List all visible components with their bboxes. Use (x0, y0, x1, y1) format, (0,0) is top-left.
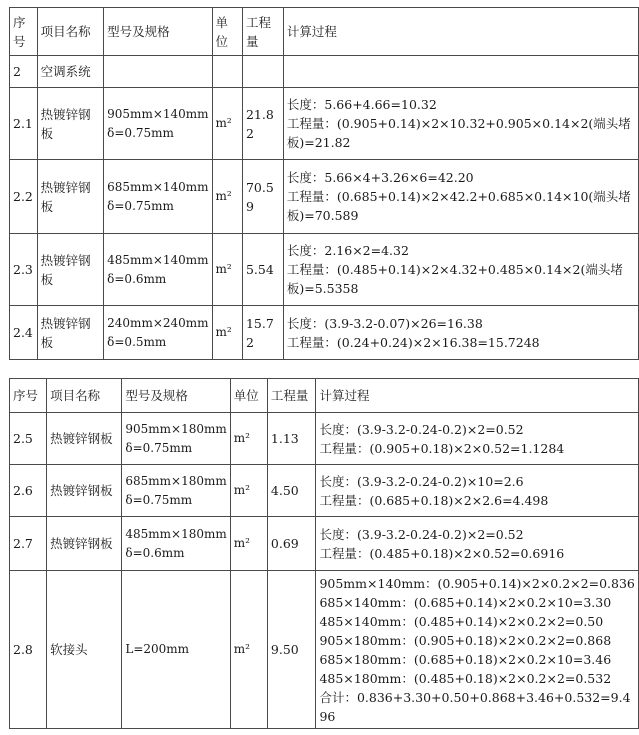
row-spec (122, 571, 230, 729)
row-no: 2.1 (10, 88, 38, 160)
row-calc (283, 234, 638, 306)
row-name: 热镀锌钢板 (47, 413, 122, 465)
header-no: 序号 (10, 379, 47, 413)
row-spec (104, 88, 212, 160)
calc-line: 长度：5.66+4.66=10.32 (286, 97, 437, 112)
row-spec (122, 413, 230, 465)
table-row (10, 517, 639, 571)
section-no: 2 (10, 56, 38, 88)
header-spec: 型号及规格 (122, 379, 230, 413)
spec-line: δ=0.75mm (107, 198, 174, 213)
row-qty: 5.54 (242, 234, 283, 306)
header-qty: 工程 量 (242, 8, 283, 56)
row-no: 2.3 (10, 234, 38, 306)
row-calc (316, 517, 639, 571)
row-no: 2.4 (10, 306, 38, 360)
header-spec: 型号及规格 (104, 8, 212, 56)
spec-line: 240mm×240mm (107, 315, 209, 330)
spec-line: δ=0.75mm (107, 125, 174, 140)
header-name: 项目名称 (47, 379, 122, 413)
calc-line: 工程量：(0.905+0.18)×2×0.52=1.1284 (319, 440, 565, 456)
row-no: 2.2 (10, 160, 38, 234)
row-spec (122, 465, 230, 517)
calc-line: 工程量：(0.485+0.18)×2×0.52=0.6916 (319, 545, 565, 561)
row-calc (283, 160, 638, 234)
row-qty: 1.13 (267, 413, 316, 465)
calc-line: 685×140mm：(0.685+0.14)×2×0.2×10=3.30 (319, 594, 612, 610)
row-unit: m² (230, 413, 267, 465)
row-unit: m² (212, 160, 242, 234)
row-calc (316, 571, 639, 729)
calc-line: 长度：(3.9-3.2-0.24-0.2)×2=0.52 (319, 526, 524, 542)
spec-line: δ=0.6mm (125, 545, 185, 560)
row-unit: m² (230, 465, 267, 517)
row-qty: 15.72 (242, 306, 283, 360)
calc-line: 905mm×140mm：(0.905+0.14)×2×0.2×2=0.836 (319, 575, 635, 591)
spec-line: δ=0.75mm (125, 440, 193, 455)
calc-line: 905×180mm：(0.905+0.18)×2×0.2×2=0.868 (319, 632, 612, 648)
row-calc (283, 88, 638, 160)
table-row (10, 88, 639, 160)
spec-line: δ=0.75mm (125, 492, 193, 507)
spec-line: L=200mm (125, 642, 190, 656)
row-qty: 70.59 (242, 160, 283, 234)
calc-line: 长度：(3.9-3.2-0.24-0.2)×10=2.6 (319, 473, 524, 489)
row-spec (104, 306, 212, 360)
row-calc (283, 306, 638, 360)
table-row (10, 413, 639, 465)
row-calc (316, 413, 639, 465)
calc-line: 工程量：(0.685+0.18)×2×2.6=4.498 (319, 492, 549, 508)
calc-line: 685×180mm：(0.685+0.18)×2×0.2×10=3.46 (319, 651, 612, 667)
header-name: 项目名称 (37, 8, 104, 56)
row-no: 2.5 (10, 413, 47, 465)
row-unit: m² (230, 571, 267, 729)
row-name: 热镀锌钢板 (37, 160, 104, 234)
spec-line: 685mm×180mm (125, 473, 227, 488)
row-name: 热镀锌钢板 (37, 234, 104, 306)
row-no: 2.8 (10, 571, 47, 729)
row-calc (316, 465, 639, 517)
row-no: 2.6 (10, 465, 47, 517)
row-spec (122, 517, 230, 571)
spec-line: δ=0.6mm (107, 271, 167, 286)
header-calc: 计算过程 (316, 379, 639, 413)
header-row (10, 379, 639, 413)
row-spec (104, 234, 212, 306)
section-name: 空调系统 (37, 56, 104, 88)
header-no: 序 号 (10, 8, 38, 56)
header-row (10, 8, 639, 56)
quantity-table-1 (9, 7, 639, 360)
calc-line: 长度：2.16×2=4.32 (286, 243, 409, 258)
table-row (10, 160, 639, 234)
calc-line: 工程量：(0.485+0.14)×2×4.32+0.485×0.14×2(端头堵板)=5.5358 (286, 262, 623, 296)
calc-line: 工程量：(0.24+0.24)×2×16.38=15.7248 (286, 334, 540, 350)
row-unit: m² (212, 306, 242, 360)
row-name: 热镀锌钢板 (47, 465, 122, 517)
calc-line: 合计：0.836+3.30+0.50+0.868+3.46+0.532=9.496 (319, 689, 631, 724)
header-qty: 工程量 (267, 379, 316, 413)
calc-line: 工程量：(0.685+0.14)×2×42.2+0.685×0.14×10(端头堵板)=70.589 (286, 189, 631, 223)
spec-line: 485mm×140mm (107, 252, 209, 267)
quantity-table-2 (9, 378, 639, 729)
row-qty: 0.69 (267, 517, 316, 571)
row-name: 热镀锌钢板 (37, 306, 104, 360)
row-unit: m² (230, 517, 267, 571)
table-row (10, 465, 639, 517)
table-row (10, 234, 639, 306)
header-calc: 计算过程 (283, 8, 638, 56)
spec-line: 905mm×140mm (107, 106, 209, 121)
header-unit: 单 位 (212, 8, 242, 56)
row-unit: m² (212, 234, 242, 306)
row-qty: 4.50 (267, 465, 316, 517)
calc-line: 485×180mm：(0.485+0.18)×2×0.2×2=0.532 (319, 670, 612, 686)
row-name: 热镀锌钢板 (47, 517, 122, 571)
spec-line: 685mm×140mm (107, 179, 209, 194)
calc-line: 长度：(3.9-3.2-0.24-0.2)×2=0.52 (319, 421, 524, 437)
spec-line: 485mm×180mm (125, 526, 227, 541)
spec-line: 905mm×180mm (125, 421, 227, 436)
table-row (10, 571, 639, 729)
calc-line: 长度：5.66×4+3.26×6=42.20 (286, 170, 474, 185)
row-unit: m² (212, 88, 242, 160)
header-unit: 单位 (230, 379, 267, 413)
calc-line: 长度：(3.9-3.2-0.07)×26=16.38 (286, 315, 483, 331)
row-name: 软接头 (47, 571, 122, 729)
row-qty: 9.50 (267, 571, 316, 729)
calc-line: 485×140mm：(0.485+0.14)×2×0.2×2=0.50 (319, 613, 604, 629)
row-spec (104, 160, 212, 234)
spec-line: δ=0.5mm (107, 334, 167, 349)
section-row (10, 56, 639, 88)
calc-line: 工程量：(0.905+0.14)×2×10.32+0.905×0.14×2(端头堵板)=21.82 (286, 116, 631, 150)
table-row (10, 306, 639, 360)
row-qty: 21.82 (242, 88, 283, 160)
row-no: 2.7 (10, 517, 47, 571)
row-name: 热镀锌钢板 (37, 88, 104, 160)
